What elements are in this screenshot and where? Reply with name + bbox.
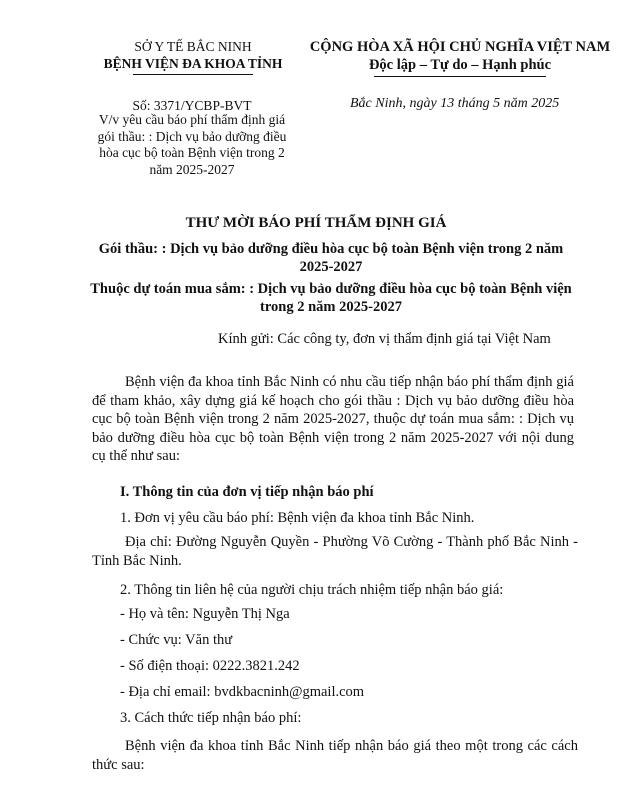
greeting: Kính gửi: Các công ty, đơn vị thẩm định giá tại Việt Nam [218,331,551,347]
section-heading: I. Thông tin của đơn vị tiếp nhận báo phí [120,484,374,500]
method-text: Bệnh viện đa khoa tỉnh Bắc Ninh tiếp nhận báo giá theo một trong các cách thức sau: [92,738,578,773]
contact-phone: - Số điện thoại: 0222.3821.242 [120,658,300,674]
contact-heading: 2. Thông tin liên hệ của người chịu trách nhiệm tiếp nhận báo giá: [120,582,504,598]
contact-email: - Địa chỉ email: bvdkbacninh@gmail.com [120,684,365,700]
motto-underline [374,76,546,77]
document-number: Số: 3371/YCBP-BVT [132,98,252,113]
issuer-header [88,38,298,75]
contact-name: - Họ và tên: Nguyễn Thị Nga [120,606,290,622]
estimate-line: Thuộc dự toán mua sắm: : Dịch vụ bảo dưỡng điều hòa cục bộ toàn Bệnh viện trong 2 năm 2025-2027 [90,281,572,315]
address: Địa chỉ: Đường Nguyễn Quyền - Phường Võ Cường - Thành phố Bắc Ninh - Tỉnh Bắc Ninh. [92,534,578,569]
document-subject: V/v yêu cầu báo phí thẩm định giá gói thầu: : Dịch vụ bảo dưỡng điều hòa cục bộ toàn Bệnh viện trong 2 năm 2025-2027 [97,112,287,177]
contact-role: - Chức vụ: Văn thư [120,632,233,648]
country-name: CỘNG HÒA XÃ HỘI CHỦ NGHĨA VIỆT NAM [309,39,611,55]
hospital-name: BỆNH VIỆN ĐA KHOA TỈNH [103,56,283,71]
issuer-underline [133,74,253,75]
department-name: SỞ Y TẾ BẮC NINH [134,39,252,54]
date-line: Bắc Ninh, ngày 13 tháng 5 năm 2025 [350,96,560,111]
national-header [296,38,624,77]
national-motto: Độc lập – Tự do – Hạnh phúc [368,57,552,73]
package-line: Gói thầu: : Dịch vụ bảo dưỡng điều hòa cục bộ toàn Bệnh viện trong 2 năm 2025-2027 [98,241,564,275]
requesting-unit: 1. Đơn vị yêu cầu báo phí: Bệnh viện đa khoa tỉnh Bắc Ninh. [120,510,475,526]
document-title: THƯ MỜI BÁO PHÍ THẨM ĐỊNH GIÁ [185,215,447,231]
intro-paragraph: Bệnh viện đa khoa tỉnh Bắc Ninh có nhu cầu tiếp nhận báo phí thẩm định giá để tham khảo, xây dựng giá kế hoạch cho gói thầu : Dịch vụ bảo dưỡng điều hòa cục bộ toàn Bệnh viện trong 2 năm 2025-2027, thuộc dự toán mua sắm: : Dịch vụ bảo dưỡng điều hòa cục bộ toàn Bệnh viện trong 2 năm 2025-2027 với nội dung cụ thể như sau: [92,374,574,464]
method-heading: 3. Cách thức tiếp nhận báo phí: [120,710,302,726]
